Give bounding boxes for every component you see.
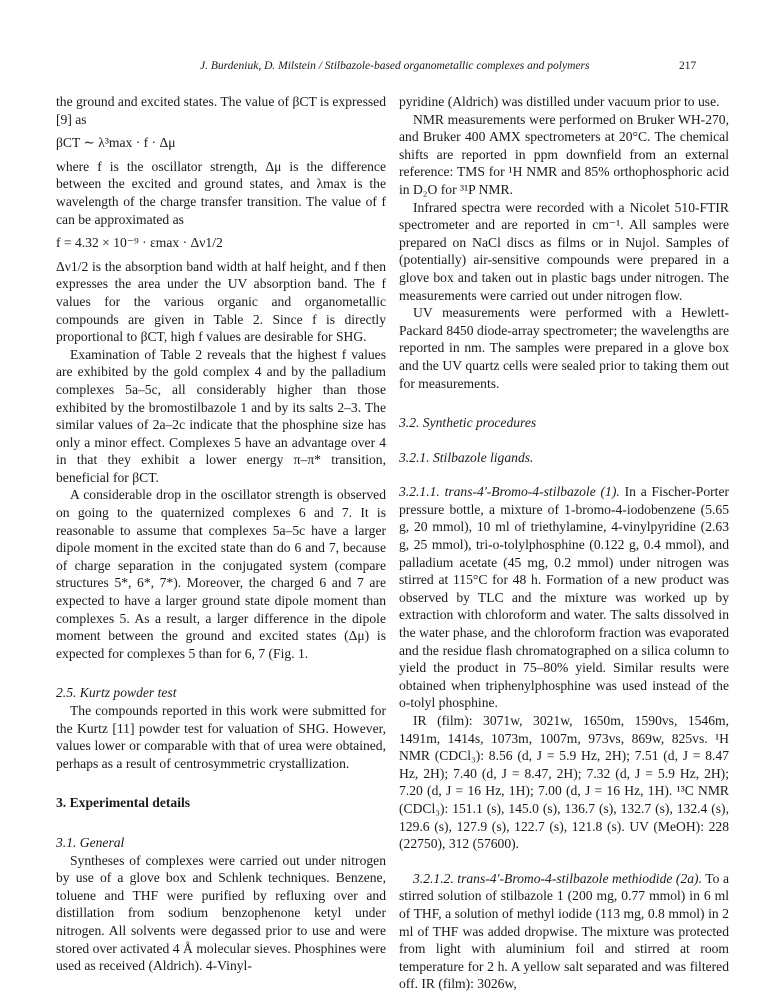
compound-heading-1: 3.2.1.1. trans-4'-Bromo-4-stilbazole (1).: [399, 484, 620, 500]
right-column: [399, 93, 729, 993]
paragraph: [399, 483, 729, 712]
paragraph: IR (film): 3071w, 3021w, 1650m, 1590vs, 1546m, 1491m, 1414s, 1073m, 1007m, 973vs, 869w, 825vs. ¹H NMR (CDCl₃): 8.56 (d, J = 5.9 Hz, 2H); 7.51 (d, J = 8.47 Hz, 2H); 7.40 (d, J = 8.47, 2H); 7.32 (d, J = 5.9 Hz, 2H); 7.20 (d, J = 16 Hz, 1H); 7.00 (d, J = 16 Hz, 1H). ¹³C NMR (CDCl₃): 151.1 (s), 145.0 (s), 136.7 (s), 132.7 (s), 132.4 (s), 129.6 (s), 127.9 (s), 122.7 (s), 121.8 (s). UV (MeOH): 228 (22750), 312 (57600).: [399, 713, 729, 852]
paragraph: The compounds reported in this work were submitted for the Kurtz [11] powder test for valuation of SHG. However, values lower or comparable with that of urea were obtained, perhaps as a result of centrosymmetric crystallization.: [56, 703, 386, 771]
paragraph: where f is the oscillator strength, Δμ is the difference between the excited and ground states, and λmax is the wavelength of the charge transfer transition. The value of f can be approximated as: [56, 158, 386, 227]
paragraph: Syntheses of complexes were carried out under nitrogen by use of a glove box and Schlenk techniques. Benzene, toluene and THF were purified by refluxing over and distillation from sodium benzophenone ketyl under nitrogen. All solvents were degassed prior to use and were stored over activated 4 Å molecular sieves. Phosphines were used as received (Aldrich). 4-Vinyl-: [56, 852, 386, 974]
paragraph: Δν1/2 is the absorption band width at half height, and f then expresses the area under the UV absorption band. The f values for the various organic and organometallic compounds are given in Table 2. Since f is directly proportional to βCT, high f values are desirable for SHG.: [56, 258, 386, 345]
running-header: [0, 60, 768, 78]
page-number: 217: [679, 60, 697, 72]
paragraph: A considerable drop in the oscillator strength is observed on going to the quaternized complexes 6 and 7. It is reasonable to assume that complexes 5a–5c have a larger dipole moment in the excited state than do 6 and 7, because of charge separation in the conjugated system (compare structures 5*, 6*, 7*). Moreover, the charged 6 and 7 are expected to have a larger ground state dipole moment than complexes 5. As a result, a larger difference in the dipole moment between the ground and excited states (Δμ) is expected for complexes 5 than for 6, 7 (Fig. 1.: [56, 487, 386, 661]
paragraph: Examination of Table 2 reveals that the highest f values are exhibited by the gold complex 4 and by the palladium complexes 5a–5c, all considerably higher than those exhibited by the bromostilbazole 1 and by its salts 2–3. The similar values of 2a–2c indicate that the phosphine size has only a minor effect. Complexes 5 have an advantage over 4 in that they exhibit a lower energy π–π* transition, beneficial for βCT.: [56, 346, 386, 485]
paragraph: the ground and excited states. The value of βCT is expressed [9] as: [56, 94, 386, 127]
paragraph: [399, 870, 729, 993]
compound-heading-2a: 3.2.1.2. trans-4'-Bromo-4-stilbazole methiodide (2a).: [413, 870, 702, 886]
paragraph-text: To a stirred solution of stilbazole 1 (200 mg, 0.77 mmol) in 6 ml of THF, a solution of methyl iodide (113 mg, 0.8 mmol) in 2 ml of THF was added dropwise. The mixture was protected from light with aluminium foil and stirred at room temperature for 2 h. A yellow salt separated and was filtered off. IR (film): 3026w,: [399, 870, 729, 992]
paragraph: pyridine (Aldrich) was distilled under vacuum prior to use.: [399, 94, 720, 109]
equation-oscillator-strength: f = 4.32 × 10⁻⁹ · εmax · Δν1/2: [56, 235, 223, 251]
section-heading-general: 3.1. General: [56, 834, 125, 850]
section-heading-experimental: 3. Experimental details: [56, 795, 191, 811]
paragraph: UV measurements were performed with a Hewlett-Packard 8450 diode-array spectrometer; the wavelengths are reported in nm. The samples were prepared in a glove box and the UV quartz cells were sealed prior to taking them out for measurements.: [399, 305, 729, 391]
equation-beta-ct: βCT ∼ λ³max · f · Δμ: [56, 135, 176, 151]
paragraph: NMR measurements were performed on Bruker WH-270, and Bruker 400 AMX spectrometers at 20°C. The chemical shifts are reported in ppm downfield from an external reference: TMS for ¹H NMR and 85% orthophosphoric acid in D₂O for ³¹P NMR.: [399, 111, 729, 197]
section-heading-synthetic: 3.2. Synthetic procedures: [399, 415, 537, 431]
running-title: J. Burdeniuk, D. Milstein / Stilbazole-based organometallic complexes and polymers: [200, 60, 590, 72]
paragraph-text: In a Fischer-Porter pressure bottle, a mixture of 1-bromo-4-iodobenzene (5.65 g, 20 mmol), 10 ml of triethylamine, 4-vinylpyridine (2.63 g, 25 mmol), tri-o-tolylphosphine (0.122 g, 0.4 mmol), and palladium acetate (45 mg, 0.2 mmol) under nitrogen was stirred at 115°C for 48 h. Formation of a new product was observed by TLC and the mixture was worked up by extraction with chloroform and water. The salts dissolved in the water phase, and the chloroform fraction was evaporated and the residue flash chromatographed on a silica column to yield the product in 75–80% yield. Similar results were obtained when triphenylphosphine was used instead of the o-tolyl phosphine.: [399, 484, 730, 711]
section-heading-kurtz: 2.5. Kurtz powder test: [56, 685, 177, 701]
paragraph: Infrared spectra were recorded with a Nicolet 510-FTIR spectrometer and are reported in cm⁻¹. All samples were prepared on NaCl discs as films or in Nujol. Samples of (potentially) air-sensitive compounds were prepared in a glove box and taken out in plastic bags under nitrogen. The measurements were carried out under nitrogen flow.: [399, 199, 729, 303]
left-column: [56, 93, 386, 975]
section-heading-stilbazole-ligands: 3.2.1. Stilbazole ligands.: [399, 449, 534, 465]
